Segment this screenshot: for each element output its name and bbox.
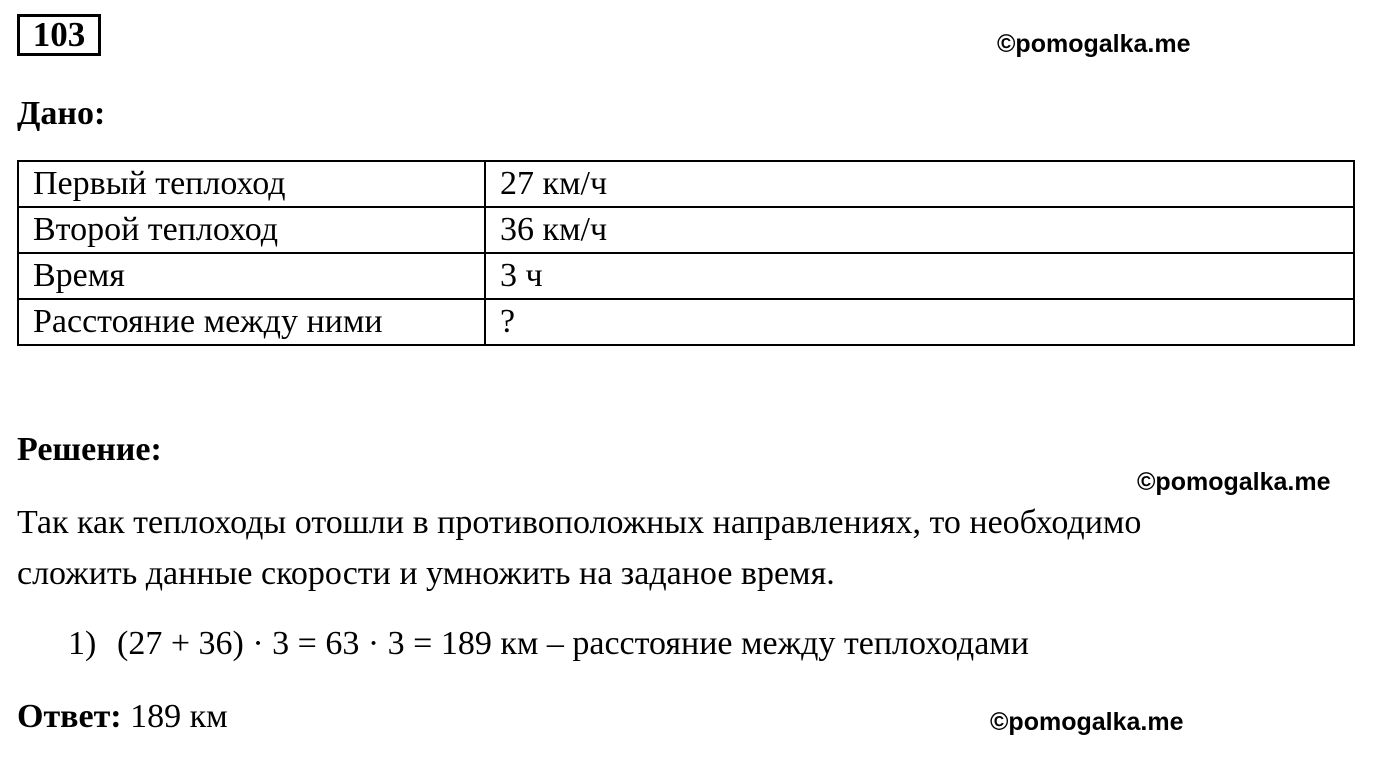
step-number: 1) — [68, 625, 97, 662]
table-cell-value: 27 км/ч — [485, 161, 1354, 207]
watermark-top: ©pomogalka.me — [997, 30, 1191, 58]
given-heading: Дано: — [17, 95, 106, 132]
table-row — [18, 207, 1354, 253]
table-cell-label: Первый теплоход — [18, 161, 485, 207]
solution-heading: Решение: — [17, 431, 162, 468]
table-cell-value: 3 ч — [485, 253, 1354, 299]
watermark-bottom: ©pomogalka.me — [990, 708, 1184, 736]
table-row — [18, 253, 1354, 299]
table-cell-value: 36 км/ч — [485, 207, 1354, 253]
table-row — [18, 299, 1354, 345]
solution-text-line-2: сложить данные скорости и умножить на заданое время. — [17, 555, 835, 592]
table-cell-label: Расстояние между ними — [18, 299, 485, 345]
table-cell-label: Второй теплоход — [18, 207, 485, 253]
table-cell-value: ? — [485, 299, 1354, 345]
table-row — [18, 161, 1354, 207]
answer-label: Ответ: — [17, 698, 122, 735]
solution-text-line-1: Так как теплоходы отошли в противоположных направлениях, то необходимо — [17, 504, 1142, 541]
answer-value: 189 км — [130, 698, 228, 735]
table-cell-label: Время — [18, 253, 485, 299]
given-table — [17, 160, 1355, 346]
step-expression: (27 + 36) · 3 = 63 · 3 = 189 км – расстояние между теплоходами — [117, 625, 1029, 662]
task-number: 103 — [17, 14, 101, 56]
answer-line — [17, 691, 228, 743]
watermark-middle: ©pomogalka.me — [1137, 468, 1331, 496]
